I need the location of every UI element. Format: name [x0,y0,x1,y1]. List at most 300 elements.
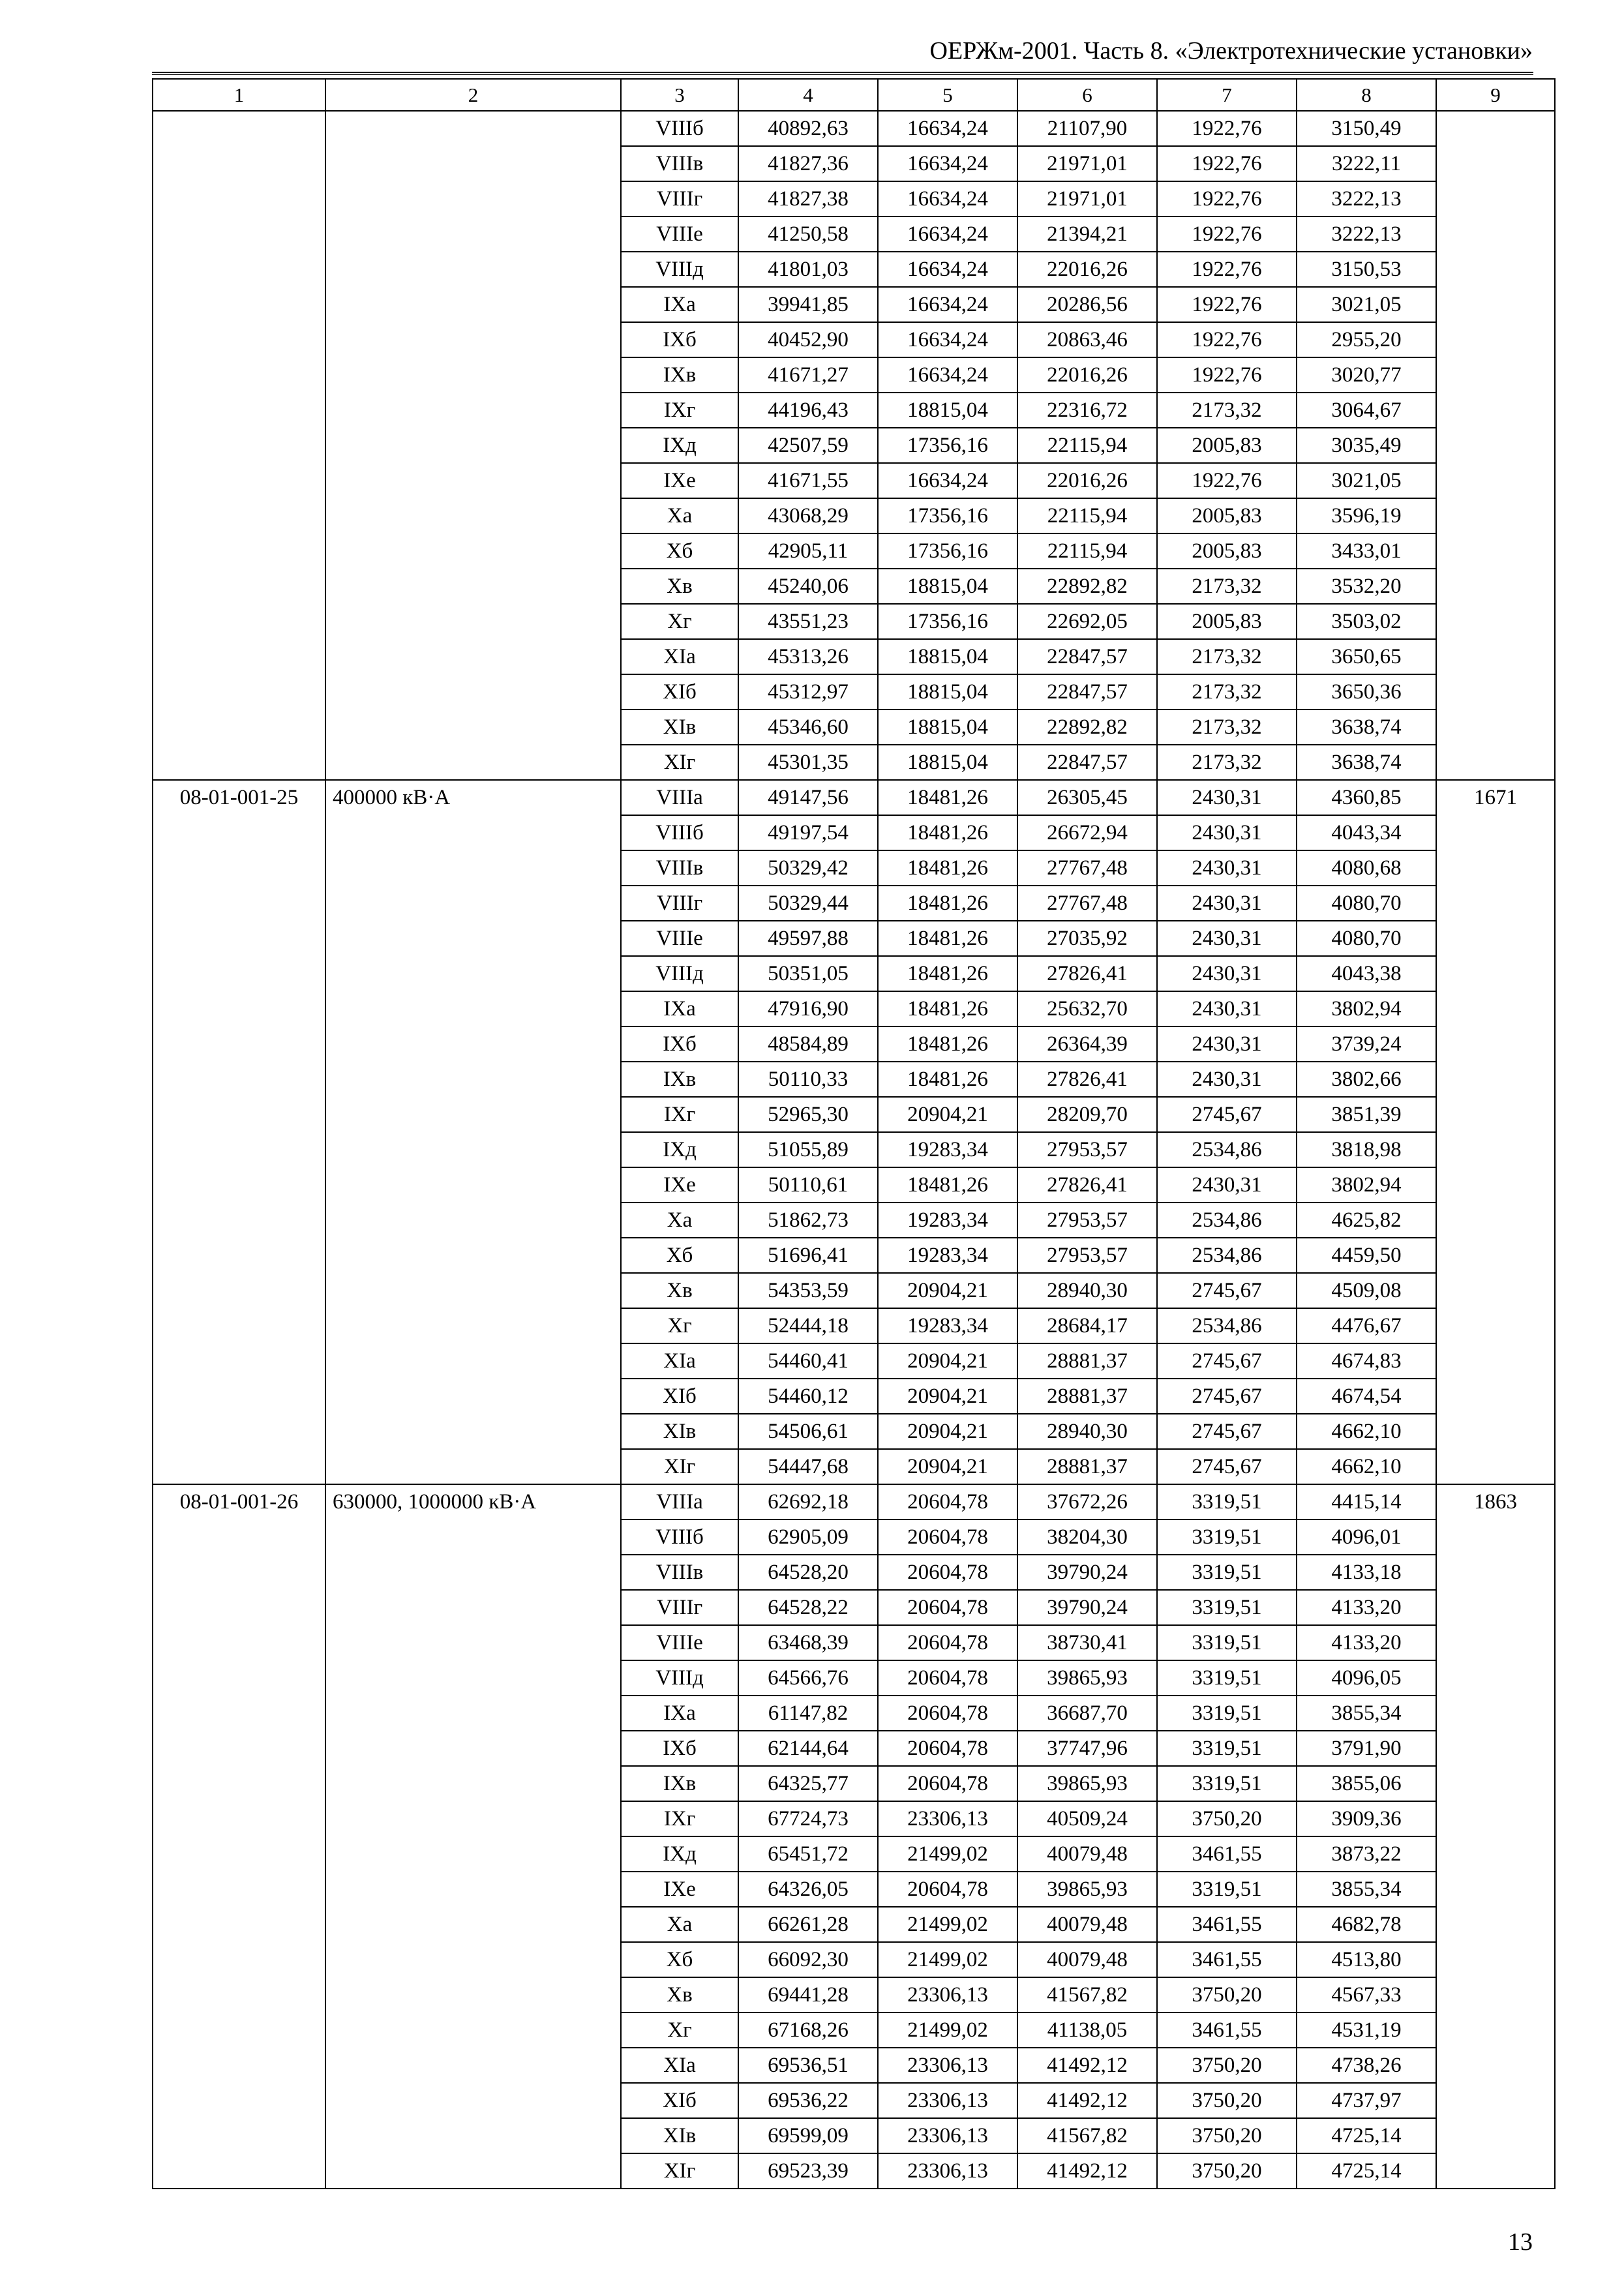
value-cell: 2430,31 [1157,886,1297,921]
value-cell: 42905,11 [738,533,878,569]
value-cell: 1922,76 [1157,252,1297,287]
value-cell: 16634,24 [878,146,1017,181]
value-cell: 27767,48 [1017,850,1157,886]
value-cell: 22892,82 [1017,710,1157,745]
value-cell: 2430,31 [1157,921,1297,956]
value-cell: 20604,78 [878,1872,1017,1907]
value-cell: 3750,20 [1157,1801,1297,1836]
zone-cell: Xб [621,1238,738,1273]
value-cell: 2430,31 [1157,850,1297,886]
value-cell: 3802,94 [1297,991,1436,1026]
value-cell: 1922,76 [1157,217,1297,252]
value-cell: 4043,34 [1297,815,1436,850]
zone-cell: VIIIе [621,1625,738,1660]
value-cell: 1922,76 [1157,357,1297,393]
value-cell: 41492,12 [1017,2083,1157,2118]
zone-cell: IXа [621,1696,738,1731]
value-cell: 3021,05 [1297,463,1436,498]
value-cell: 3650,65 [1297,639,1436,674]
value-cell: 41827,36 [738,146,878,181]
value-cell: 2173,32 [1157,710,1297,745]
value-cell: 69523,39 [738,2153,878,2189]
zone-cell: VIIIд [621,1660,738,1696]
value-cell: 4043,38 [1297,956,1436,991]
value-cell: 38730,41 [1017,1625,1157,1660]
zone-cell: IXг [621,1801,738,1836]
value-cell: 3638,74 [1297,745,1436,780]
value-cell: 62905,09 [738,1519,878,1555]
value-cell: 2430,31 [1157,1026,1297,1062]
value-cell: 1922,76 [1157,322,1297,357]
zone-cell: IXб [621,322,738,357]
value-cell: 21971,01 [1017,181,1157,217]
zone-cell: XIг [621,2153,738,2189]
value-cell: 28940,30 [1017,1414,1157,1449]
zone-cell: IXа [621,991,738,1026]
value-cell: 23306,13 [878,2153,1017,2189]
value-cell: 21394,21 [1017,217,1157,252]
zone-cell: VIIIг [621,181,738,217]
value-cell: 39790,24 [1017,1555,1157,1590]
column-number: 9 [1436,79,1555,111]
zone-cell: IXд [621,1132,738,1167]
column-number: 3 [621,79,738,111]
zone-cell: Xв [621,569,738,604]
value-cell: 3802,66 [1297,1062,1436,1097]
value-cell: 61147,82 [738,1696,878,1731]
value-cell: 41250,58 [738,217,878,252]
value-cell: 23306,13 [878,1801,1017,1836]
value-cell: 2005,83 [1157,428,1297,463]
value-cell: 62692,18 [738,1484,878,1519]
value-cell: 54447,68 [738,1449,878,1484]
value-cell: 3319,51 [1157,1766,1297,1801]
zone-cell: VIIIа [621,1484,738,1519]
value-cell: 40079,48 [1017,1907,1157,1942]
value-cell: 16634,24 [878,357,1017,393]
value-cell: 41671,27 [738,357,878,393]
value-cell: 18815,04 [878,393,1017,428]
zone-cell: Xв [621,1977,738,2012]
column-number: 8 [1297,79,1436,111]
value-cell: 23306,13 [878,2048,1017,2083]
value-cell: 3873,22 [1297,1836,1436,1872]
value-cell: 64326,05 [738,1872,878,1907]
value-cell: 3855,06 [1297,1766,1436,1801]
value-cell: 16634,24 [878,252,1017,287]
value-cell: 54506,61 [738,1414,878,1449]
value-cell: 16634,24 [878,111,1017,146]
col9-value [1436,111,1555,780]
value-cell: 50110,33 [738,1062,878,1097]
value-cell: 2173,32 [1157,569,1297,604]
value-cell: 50110,61 [738,1167,878,1203]
value-cell: 16634,24 [878,463,1017,498]
value-cell: 3433,01 [1297,533,1436,569]
zone-cell: VIIIе [621,921,738,956]
value-cell: 20604,78 [878,1660,1017,1696]
zone-cell: VIIIв [621,1555,738,1590]
value-cell: 45240,06 [738,569,878,604]
value-cell: 3020,77 [1297,357,1436,393]
value-cell: 27826,41 [1017,1062,1157,1097]
value-cell: 4567,33 [1297,1977,1436,2012]
value-cell: 16634,24 [878,287,1017,322]
rate-name: 400000 кВ·А [325,780,621,1484]
value-cell: 4096,05 [1297,1660,1436,1696]
col9-value: 1863 [1436,1484,1555,2189]
value-cell: 3319,51 [1157,1660,1297,1696]
value-cell: 2173,32 [1157,745,1297,780]
value-cell: 52444,18 [738,1308,878,1343]
value-cell: 27953,57 [1017,1132,1157,1167]
rate-code: 08-01-001-26 [153,1484,325,2189]
value-cell: 3461,55 [1157,2012,1297,2048]
value-cell: 26672,94 [1017,815,1157,850]
value-cell: 52965,30 [738,1097,878,1132]
col9-value: 1671 [1436,780,1555,1484]
value-cell: 22847,57 [1017,639,1157,674]
value-cell: 44196,43 [738,393,878,428]
value-cell: 4725,14 [1297,2153,1436,2189]
table-row [153,780,1555,815]
value-cell: 3503,02 [1297,604,1436,639]
zone-cell: XIг [621,745,738,780]
value-cell: 20904,21 [878,1449,1017,1484]
value-cell: 3150,49 [1297,111,1436,146]
value-cell: 4415,14 [1297,1484,1436,1519]
value-cell: 18815,04 [878,710,1017,745]
zone-cell: IXа [621,287,738,322]
value-cell: 66261,28 [738,1907,878,1942]
value-cell: 3532,20 [1297,569,1436,604]
value-cell: 4625,82 [1297,1203,1436,1238]
value-cell: 38204,30 [1017,1519,1157,1555]
value-cell: 20904,21 [878,1273,1017,1308]
value-cell: 2955,20 [1297,322,1436,357]
value-cell: 2173,32 [1157,393,1297,428]
page-number: 13 [1508,2228,1533,2256]
value-cell: 26305,45 [1017,780,1157,815]
value-cell: 3596,19 [1297,498,1436,533]
value-cell: 4674,83 [1297,1343,1436,1379]
value-cell: 20604,78 [878,1625,1017,1660]
value-cell: 20904,21 [878,1414,1017,1449]
value-cell: 16634,24 [878,322,1017,357]
value-cell: 41567,82 [1017,1977,1157,2012]
zone-cell: XIв [621,710,738,745]
value-cell: 2534,86 [1157,1238,1297,1273]
value-cell: 1922,76 [1157,111,1297,146]
value-cell: 36687,70 [1017,1696,1157,1731]
value-cell: 4459,50 [1297,1238,1436,1273]
value-cell: 22115,94 [1017,498,1157,533]
value-cell: 18815,04 [878,569,1017,604]
value-cell: 40452,90 [738,322,878,357]
value-cell: 1922,76 [1157,287,1297,322]
value-cell: 20904,21 [878,1379,1017,1414]
value-cell: 20863,46 [1017,322,1157,357]
value-cell: 2745,67 [1157,1414,1297,1449]
value-cell: 18481,26 [878,921,1017,956]
value-cell: 28881,37 [1017,1379,1157,1414]
value-cell: 54460,12 [738,1379,878,1414]
value-cell: 3021,05 [1297,287,1436,322]
rate-code [153,111,325,780]
value-cell: 27826,41 [1017,1167,1157,1203]
value-cell: 43551,23 [738,604,878,639]
value-cell: 41827,38 [738,181,878,217]
value-cell: 69536,22 [738,2083,878,2118]
value-cell: 20604,78 [878,1519,1017,1555]
value-cell: 3319,51 [1157,1519,1297,1555]
value-cell: 41801,03 [738,252,878,287]
value-cell: 40509,24 [1017,1801,1157,1836]
value-cell: 3818,98 [1297,1132,1436,1167]
value-cell: 67724,73 [738,1801,878,1836]
zone-cell: VIIIв [621,850,738,886]
value-cell: 49197,54 [738,815,878,850]
zone-cell: VIIIе [621,217,738,252]
value-cell: 18481,26 [878,991,1017,1026]
value-cell: 27035,92 [1017,921,1157,956]
value-cell: 2430,31 [1157,1167,1297,1203]
value-cell: 69536,51 [738,2048,878,2083]
zone-cell: XIа [621,1343,738,1379]
value-cell: 3638,74 [1297,710,1436,745]
value-cell: 20604,78 [878,1696,1017,1731]
value-cell: 37747,96 [1017,1731,1157,1766]
zone-cell: Xб [621,533,738,569]
value-cell: 64566,76 [738,1660,878,1696]
running-header: ОЕРЖм-2001. Часть 8. «Электротехнические установки» [929,37,1533,65]
value-cell: 22115,94 [1017,428,1157,463]
value-cell: 4662,10 [1297,1414,1436,1449]
zone-cell: Xа [621,1203,738,1238]
column-number: 4 [738,79,878,111]
value-cell: 40079,48 [1017,1942,1157,1977]
value-cell: 2005,83 [1157,533,1297,569]
zone-cell: IXб [621,1731,738,1766]
value-cell: 37672,26 [1017,1484,1157,1519]
value-cell: 4737,97 [1297,2083,1436,2118]
zone-cell: Xб [621,1942,738,1977]
value-cell: 17356,16 [878,428,1017,463]
zone-cell: XIа [621,639,738,674]
value-cell: 20904,21 [878,1343,1017,1379]
value-cell: 3222,13 [1297,217,1436,252]
zone-cell: IXв [621,357,738,393]
zone-cell: Xг [621,1308,738,1343]
value-cell: 17356,16 [878,604,1017,639]
table-row [153,111,1555,146]
value-cell: 28209,70 [1017,1097,1157,1132]
value-cell: 3909,36 [1297,1801,1436,1836]
value-cell: 3791,90 [1297,1731,1436,1766]
column-number: 5 [878,79,1017,111]
value-cell: 25632,70 [1017,991,1157,1026]
value-cell: 1922,76 [1157,463,1297,498]
value-cell: 18481,26 [878,850,1017,886]
value-cell: 16634,24 [878,181,1017,217]
value-cell: 4662,10 [1297,1449,1436,1484]
zone-cell: IXв [621,1766,738,1801]
table-row [153,1484,1555,1519]
value-cell: 26364,39 [1017,1026,1157,1062]
value-cell: 3319,51 [1157,1872,1297,1907]
column-number: 7 [1157,79,1297,111]
value-cell: 3855,34 [1297,1696,1436,1731]
value-cell: 4531,19 [1297,2012,1436,2048]
value-cell: 64325,77 [738,1766,878,1801]
value-cell: 2173,32 [1157,639,1297,674]
value-cell: 18481,26 [878,815,1017,850]
value-cell: 22016,26 [1017,463,1157,498]
zone-cell: IXе [621,463,738,498]
zone-cell: VIIIа [621,780,738,815]
value-cell: 4476,67 [1297,1308,1436,1343]
value-cell: 3319,51 [1157,1555,1297,1590]
zone-cell: IXг [621,393,738,428]
value-cell: 3802,94 [1297,1167,1436,1203]
value-cell: 21499,02 [878,1836,1017,1872]
value-cell: 3461,55 [1157,1836,1297,1872]
value-cell: 45312,97 [738,674,878,710]
value-cell: 48584,89 [738,1026,878,1062]
price-table [152,78,1556,2189]
value-cell: 41492,12 [1017,2048,1157,2083]
zone-cell: VIIIг [621,1590,738,1625]
value-cell: 18481,26 [878,956,1017,991]
value-cell: 4513,80 [1297,1942,1436,1977]
value-cell: 39790,24 [1017,1590,1157,1625]
value-cell: 18481,26 [878,1167,1017,1203]
zone-cell: Xа [621,1907,738,1942]
zone-cell: Xг [621,604,738,639]
value-cell: 3750,20 [1157,2118,1297,2153]
value-cell: 45301,35 [738,745,878,780]
value-cell: 21499,02 [878,1907,1017,1942]
zone-cell: IXе [621,1167,738,1203]
zone-cell: VIIIб [621,111,738,146]
value-cell: 3319,51 [1157,1731,1297,1766]
value-cell: 28940,30 [1017,1273,1157,1308]
value-cell: 3319,51 [1157,1590,1297,1625]
zone-cell: XIб [621,674,738,710]
value-cell: 21971,01 [1017,146,1157,181]
value-cell: 67168,26 [738,2012,878,2048]
value-cell: 2173,32 [1157,674,1297,710]
value-cell: 22016,26 [1017,357,1157,393]
value-cell: 51696,41 [738,1238,878,1273]
value-cell: 28881,37 [1017,1449,1157,1484]
value-cell: 4133,20 [1297,1590,1436,1625]
value-cell: 39941,85 [738,287,878,322]
value-cell: 39865,93 [1017,1660,1157,1696]
value-cell: 47916,90 [738,991,878,1026]
value-cell: 19283,34 [878,1238,1017,1273]
value-cell: 4509,08 [1297,1273,1436,1308]
value-cell: 4133,20 [1297,1625,1436,1660]
value-cell: 64528,20 [738,1555,878,1590]
value-cell: 4080,70 [1297,921,1436,956]
value-cell: 18815,04 [878,674,1017,710]
value-cell: 2745,67 [1157,1449,1297,1484]
value-cell: 18481,26 [878,1026,1017,1062]
value-cell: 28881,37 [1017,1343,1157,1379]
value-cell: 63468,39 [738,1625,878,1660]
value-cell: 20604,78 [878,1731,1017,1766]
value-cell: 2745,67 [1157,1097,1297,1132]
value-cell: 22847,57 [1017,674,1157,710]
value-cell: 21107,90 [1017,111,1157,146]
value-cell: 62144,64 [738,1731,878,1766]
value-cell: 2430,31 [1157,956,1297,991]
value-cell: 1922,76 [1157,146,1297,181]
value-cell: 50329,44 [738,886,878,921]
column-header-row [153,79,1555,111]
value-cell: 2430,31 [1157,815,1297,850]
value-cell: 19283,34 [878,1308,1017,1343]
value-cell: 50351,05 [738,956,878,991]
value-cell: 3750,20 [1157,2083,1297,2118]
value-cell: 2745,67 [1157,1343,1297,1379]
value-cell: 4682,78 [1297,1907,1436,1942]
value-cell: 54353,59 [738,1273,878,1308]
value-cell: 3650,36 [1297,674,1436,710]
zone-cell: VIIIб [621,815,738,850]
value-cell: 22847,57 [1017,745,1157,780]
value-cell: 28684,17 [1017,1308,1157,1343]
value-cell: 3750,20 [1157,2153,1297,2189]
zone-cell: VIIIв [621,146,738,181]
value-cell: 3035,49 [1297,428,1436,463]
zone-cell: XIб [621,1379,738,1414]
zone-cell: XIв [621,2118,738,2153]
value-cell: 17356,16 [878,533,1017,569]
value-cell: 20286,56 [1017,287,1157,322]
value-cell: 42507,59 [738,428,878,463]
value-cell: 27826,41 [1017,956,1157,991]
value-cell: 49147,56 [738,780,878,815]
value-cell: 20604,78 [878,1590,1017,1625]
value-cell: 22892,82 [1017,569,1157,604]
value-cell: 51055,89 [738,1132,878,1167]
value-cell: 3750,20 [1157,2048,1297,2083]
value-cell: 45313,26 [738,639,878,674]
value-cell: 3851,39 [1297,1097,1436,1132]
value-cell: 2534,86 [1157,1308,1297,1343]
zone-cell: XIг [621,1449,738,1484]
value-cell: 39865,93 [1017,1766,1157,1801]
value-cell: 18481,26 [878,780,1017,815]
value-cell: 16634,24 [878,217,1017,252]
value-cell: 4725,14 [1297,2118,1436,2153]
value-cell: 20604,78 [878,1555,1017,1590]
value-cell: 19283,34 [878,1132,1017,1167]
value-cell: 3739,24 [1297,1026,1436,1062]
header-rule [152,72,1533,75]
value-cell: 41492,12 [1017,2153,1157,2189]
value-cell: 4133,18 [1297,1555,1436,1590]
value-cell: 2005,83 [1157,498,1297,533]
value-cell: 22016,26 [1017,252,1157,287]
rate-name: 630000, 1000000 кВ·А [325,1484,621,2189]
value-cell: 3319,51 [1157,1484,1297,1519]
column-number: 6 [1017,79,1157,111]
value-cell: 4738,26 [1297,2048,1436,2083]
value-cell: 45346,60 [738,710,878,745]
